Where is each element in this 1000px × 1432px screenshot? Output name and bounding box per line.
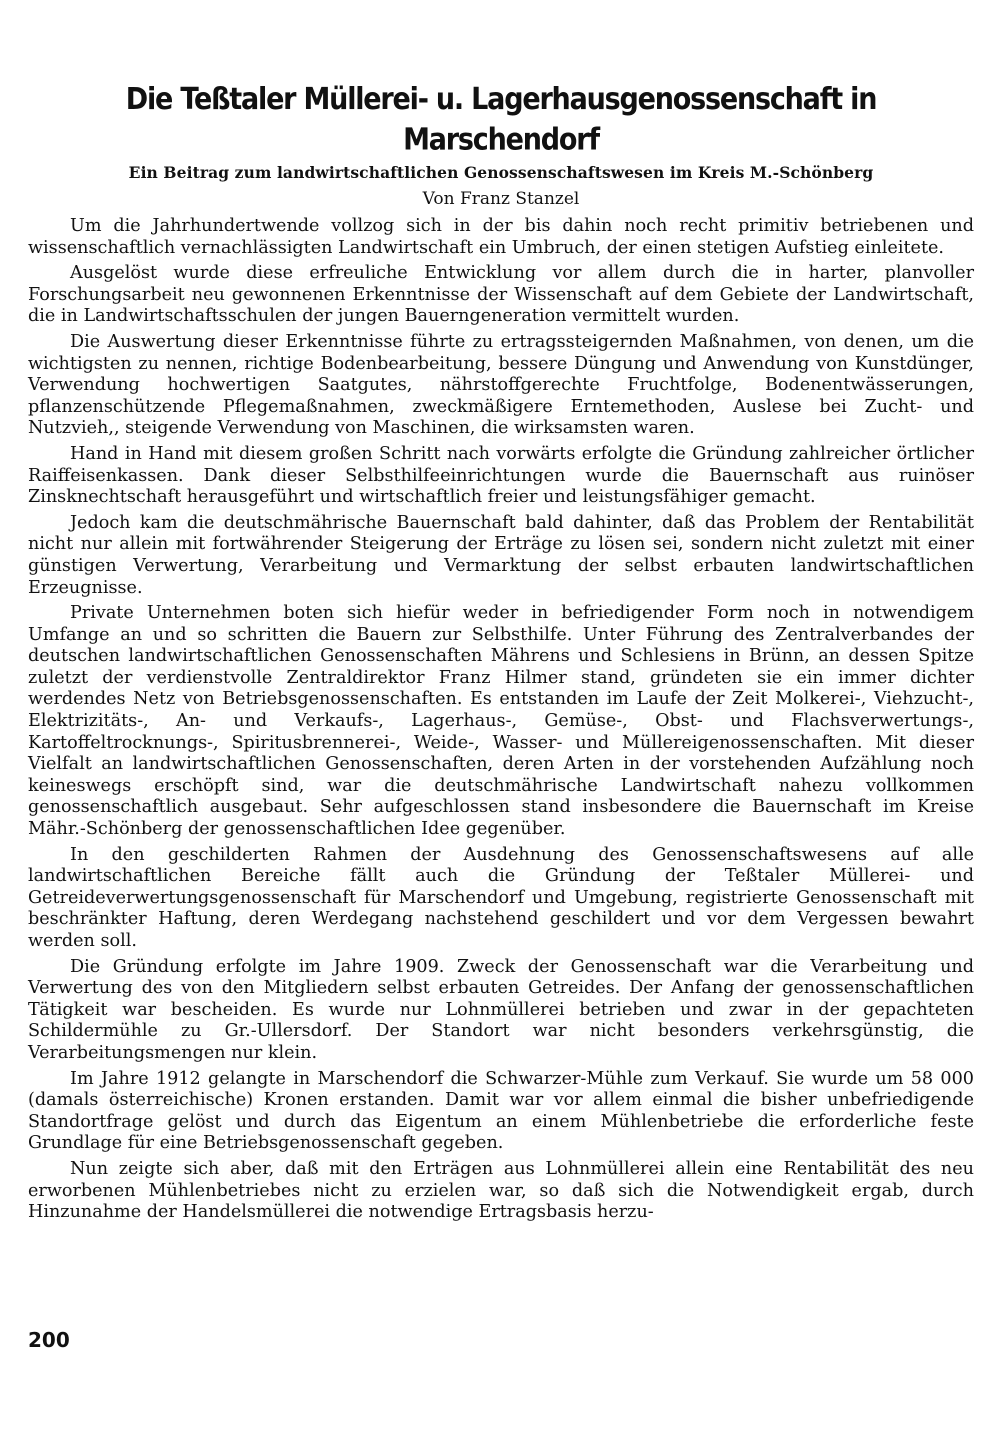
article-title: Die Teßtaler Müllerei- u. Lagerhausgenossenschaft in Marschendorf bbox=[125, 82, 877, 158]
paragraph: Nun zeigte sich aber, daß mit den Erträgen aus Lohnmüllerei allein eine Rentabilität des neu erworbenen Mühlenbetriebes nicht zu erzielen war, so daß sich die Notwendigkeit ergab, durch Hinzunahme der Handelsmüllerei die notwendige Ertragsbasis herzu- bbox=[28, 1158, 974, 1223]
paragraph: Die Gründung erfolgte im Jahre 1909. Zweck der Genossenschaft war die Verarbeitung und Verwertung des von den Mitgliedern selbst erbauten Getreides. Der Anfang der genossenschaftlichen Tätigkeit war bescheiden. Es wurde nur Lohnmüllerei betrieben und zwar in der gepachteten Schildermühle zu Gr.-Ullersdorf. Der Standort war nicht besonders verkehrsgünstig, die Verarbeitungsmengen nur klein. bbox=[28, 956, 974, 1063]
paragraph: In den geschilderten Rahmen der Ausdehnung des Genossenschaftswesens auf alle landwirtschaftlichen Bereiche fällt auch die Gründung der Teßtaler Müllerei- und Getreideverwertungsgenossenschaft für Marschendorf und Umgebung, registrierte Genossenschaft mit beschränkter Haftung, deren Werdegang nachstehend geschildert und vor dem Vergessen bewahrt werden soll. bbox=[28, 844, 974, 951]
paragraph: Ausgelöst wurde diese erfreuliche Entwicklung vor allem durch die in harter, planvoller Forschungsarbeit neu gewonnenen Erkenntnisse der Wissenschaft auf dem Gebiete der Landwirtschaft, die in Landwirtschaftsschulen der jungen Bauerngeneration vermittelt wurden. bbox=[28, 263, 974, 327]
paragraph: Jedoch kam die deutschmährische Bauernschaft bald dahinter, daß das Problem der Rentabilität nicht nur allein mit fortwährender Steigerung der Erträge zu lösen sei, sondern nicht zuletzt mit einer günstigen Verwertung, Verarbeitung und Vermarktung der selbst erbauten landwirtschaftlichen Erzeugnisse. bbox=[28, 512, 974, 598]
paragraph: Die Auswertung dieser Erkenntnisse führte zu ertragssteigernden Maßnahmen, von denen, um die wichtigsten zu nennen, richtige Bodenbearbeitung, bessere Düngung und Anwendung von Kunstdünger, Verwendung hochwertigen Saatgutes, nährstoffgerechte Fruchtfolge, Bodenentwässerungen, pflanzenschützende Pflegemaßnahmen, zweckmäßigere Erntemethoden, Auslese bei Zucht- und Nutzvieh,, steigende Verwendung von Maschinen, die wirksamsten waren. bbox=[28, 331, 974, 439]
paragraph: Im Jahre 1912 gelangte in Marschendorf die Schwarzer-Mühle zum Verkauf. Sie wurde um 58 000 (damals österreichische) Kronen erstanden. Damit war vor allem einmal die bisher unbefriedigende Standortfrage gelöst und durch das Eigentum an einem Mühlenbetriebe die erforderliche feste Grundlage für eine Betriebsgenossenschaft gegeben. bbox=[28, 1068, 974, 1154]
article-body bbox=[28, 216, 974, 1224]
paragraph: Um die Jahrhundertwende vollzog sich in der bis dahin noch recht primitiv betriebenen und wissenschaftlich vernachlässigten Landwirtschaft ein Umbruch, der einen stetigen Aufstieg einleitete. bbox=[28, 216, 974, 258]
article bbox=[28, 80, 974, 1228]
article-subtitle: Ein Beitrag zum landwirtschaftlichen Genossenschaftswesen im Kreis M.-Schönberg bbox=[128, 163, 874, 182]
page-number: 200 bbox=[28, 1328, 70, 1352]
article-author: Von Franz Stanzel bbox=[422, 189, 580, 209]
paragraph: Hand in Hand mit diesem großen Schritt nach vorwärts erfolgte die Gründung zahlreicher örtlicher Raiffeisenkassen. Dank dieser Selbsthilfeeinrichtungen wurde die Bauernschaft aus ruinöser Zinsknechtschaft herausgeführt und wirtschaftlich freier und leistungsfähiger gemacht. bbox=[28, 443, 974, 508]
paragraph: Private Unternehmen boten sich hiefür weder in befriedigender Form noch in notwendigem Umfange an und so schritten die Bauern zur Selbsthilfe. Unter Führung des Zentralverbandes der deutschen landwirtschaftlichen Genossenschaften Mährens und Schlesiens in Brünn, an dessen Spitze zuletzt der verdienstvolle Zentraldirektor Franz Hilmer stand, gründeten sie ein immer dichter werdendes Netz von Betriebsgenossenschaften. Es entstanden im Laufe der Zeit Molkerei-, Viehzucht-, Elektrizitäts-, An- und Verkaufs-, Lagerhaus-, Gemüse-, Obst- und Flachsverwertungs-, Kartoffeltrocknungs-, Spiritusbrennerei-, Weide-, Wasser- und Müllereigenossenschaften. Mit dieser Vielfalt an landwirtschaftlichen Genossenschaften, deren Arten in der vorstehenden Aufzählung noch keineswegs erschöpft sind, war die deutschmährische Landwirtschaft nahezu vollkommen genossenschaftlich ausgebaut. Sehr aufgeschlossen stand insbesondere die Bauernschaft im Kreise Mähr.-Schönberg der genossenschaftlichen Idee gegenüber. bbox=[28, 603, 974, 840]
